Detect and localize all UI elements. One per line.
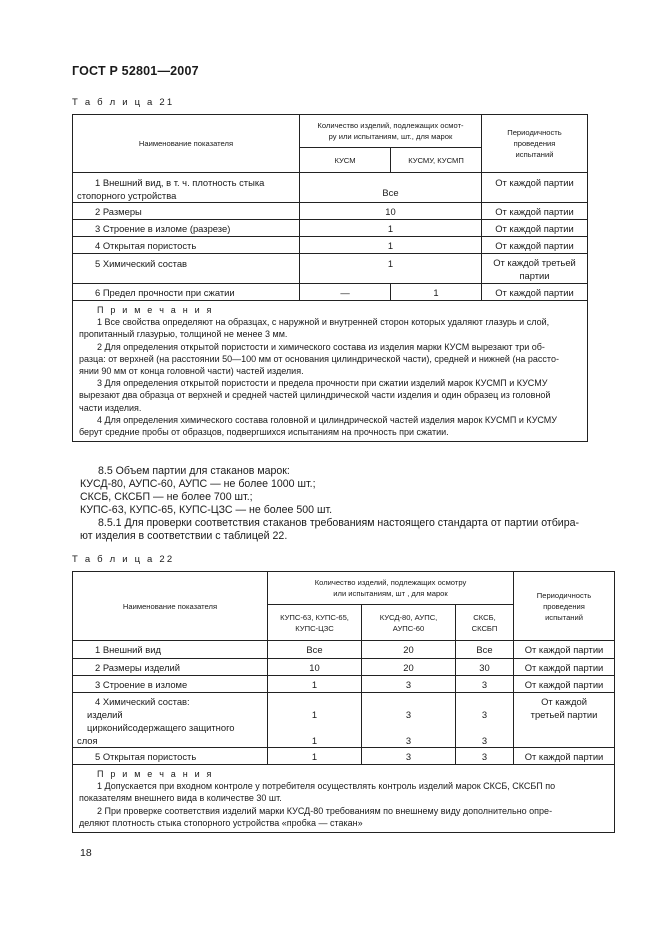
table-cell-name: 2 Размеры изделий [73,659,268,676]
table-cell-period: От каждой партии [482,284,588,301]
table21-caption: Т а б л и ц а 21 [72,97,175,108]
note-line: вырезают два образца от верхней и средней частей цилиндрической части изделия и один образец из головной [79,390,551,401]
table-row [73,284,588,301]
note-line: разца: от верхней (на расстоянии 50—100 мм от основания цилиндрической части), средней и нижней (на рассто- [79,353,559,364]
section-8-5-1: 8.5.1 Для проверки соответствия стаканов требованиям настоящего стандарта от партии отбира- [98,517,580,529]
table-cell-name: 5 Открытая пористость [73,748,268,765]
table-row [73,693,615,748]
table-cell-period: От каждой партии [514,641,615,659]
table-cell-period: От каждой партии [482,220,588,237]
table22-header-period: Периодичность проведения испытаний [514,572,615,641]
table-cell-name: 3 Строение в изломе [73,676,268,693]
table22-caption: Т а б л и ц а 22 [72,554,175,565]
table-row [73,254,588,284]
table-cell-name: 1 Внешний вид [73,641,268,659]
section-line: СКСБ, СКСБП — не более 700 шт.; [80,491,253,503]
table21-header-indicator: Наименование показателя [73,115,300,173]
table-cell-b: 20 [362,641,456,659]
table-cell-qty: Все [300,173,482,203]
note-line: пропитанный глазурью, толщиной не менее 3 мм. [79,329,288,340]
table-cell-qty-kusm: — [300,284,391,301]
table-row [73,203,588,220]
table-cell-b: 3 [362,676,456,693]
note-line: деляют плотность стыка стопорного устройства «пробка — стакан» [79,817,363,828]
table21 [72,114,588,442]
table-cell-b: 20 [362,659,456,676]
notes-title: П р и м е ч а н и я [97,769,214,779]
table22-header-col-kusd: КУСД-80, АУПС, АУПС-60 [362,605,456,641]
table22-header-qty-line: или испытаниям, шт , для марок [333,589,448,598]
note-line: берут средние пробы от образцов, подвергшихся испытаниям на прочность при сжатии. [79,427,449,438]
document-header: ГОСТ Р 52801—2007 [72,64,199,78]
table-cell-c: 30 [456,659,514,676]
section-8-5-title: 8.5 Объем партии для стаканов марок: [98,465,290,477]
table-cell-name: 1 Внешний вид, в т. ч. плотность стыка стопорного устройства [73,173,300,203]
table21-header-col-kusmu: КУСМУ, КУСМП [391,148,482,173]
table-cell-period: От каждой партии [514,659,615,676]
note-line: показателям внешнего вида в количестве 30 шт. [79,793,282,804]
table21-header-period-line: Периодичность проведения [507,128,562,148]
table-cell-period: От каждой партии [514,748,615,765]
table-cell-a: 1 [268,748,362,765]
notes-title: П р и м е ч а н и я [97,305,214,315]
note-line: 2 Для определения открытой пористости и химического состава из изделия марки КУСМ вырезают три об- [97,341,545,352]
table-cell-name: 3 Строение в изломе (разрезе) [73,220,300,237]
table22-header-qty-line: Количество изделий, подлежащих осмотру [314,578,467,587]
note-line: части изделия. [79,402,142,413]
notes-cell [73,765,615,833]
table-cell-a: Все [268,641,362,659]
note-line: 2 При проверке соответствия изделий марки КУСД-80 требованиям по внешнему виду дополнительно опре- [97,805,553,816]
table-cell-c: 3 [456,748,514,765]
table22-header-qty [268,572,514,605]
table22-header-col-sksb: СКСБ, СКСБП [456,605,514,641]
table-row [73,748,615,765]
table-cell-qty: 1 [300,220,482,237]
table-cell-b: 3 [362,748,456,765]
table-cell-a: 1 1 [268,693,362,748]
note-line: 1 Допускается при входном контроле у потребителя осуществлять контроль изделий марок СКСБ, СКСБП по [97,781,556,792]
table-cell-period: От каждой третьей партии [482,254,588,284]
note-line: 3 Для определения открытой пористости и предела прочности при сжатии изделий марок КУСМП и КУСМУ [97,378,548,389]
table22-header-indicator: Наименование показателя [73,572,268,641]
page-number: 18 [80,847,92,859]
table21-header-qty-line: ру или испытаниям, шт., для марок [328,132,453,141]
table-cell-name: 6 Предел прочности при сжатии [73,284,300,301]
table-cell-c: 3 3 [456,693,514,748]
table-cell-qty: 10 [300,203,482,220]
note-line: 4 Для определения химического состава головной и цилиндрической частей изделия марок КУСМП и КУСМУ [97,414,558,425]
table-cell-name: 4 Химический состав: изделий цирконийсодержащего защитного слоя [73,693,268,748]
table-cell-qty-kusmu: 1 [391,284,482,301]
table-cell-qty: 1 [300,254,482,284]
table-row [73,220,588,237]
table-row [73,641,615,659]
table-cell-period: От каждой партии [482,237,588,254]
table-cell-c: Все [456,641,514,659]
table21-header-period [482,115,588,173]
table21-header-col-kusm: КУСМ [300,148,391,173]
table-cell-period: От каждой партии [514,676,615,693]
notes-cell [73,301,588,442]
table-cell-a: 10 [268,659,362,676]
table-cell-b: 3 3 [362,693,456,748]
table-cell-period: От каждой партии [482,173,588,203]
table-cell-c: 3 [456,676,514,693]
table-cell-name: 5 Химический состав [73,254,300,284]
table-cell-period: От каждой партии [482,203,588,220]
table-cell-name: 4 Открытая пористость [73,237,300,254]
table22-notes [73,765,615,833]
table-cell-name: 2 Размеры [73,203,300,220]
table-row [73,237,588,254]
table-cell-qty: 1 [300,237,482,254]
note-line: 1 Все свойства определяют на образцах, с наружной и внутренней сторон которых удаляют глазурь и слой, [97,317,550,328]
note-line: янии 90 мм от конца головной части) частей изделия. [79,366,304,377]
table21-notes [73,301,588,442]
table-row [73,676,615,693]
table22-header-col-kups: КУПС-63, КУПС-65, КУПС-ЦЗС [268,605,362,641]
section-line: ют изделия в соответствии с таблицей 22. [80,530,288,542]
table-cell-a: 1 [268,676,362,693]
table21-header-qty-line: Количество изделий, подлежащих осмот- [317,121,464,130]
table-cell-period: От каждой третьей партии [514,693,615,748]
section-line: КУСД-80, АУПС-60, АУПС — не более 1000 шт.; [80,478,316,490]
table21-header-period-line: испытаний [515,150,554,159]
table-row [73,173,588,203]
table22 [72,571,615,833]
table-row [73,659,615,676]
table21-header-qty [300,115,482,148]
section-line: КУПС-63, КУПС-65, КУПС-ЦЗС — не более 500 шт. [80,504,333,516]
